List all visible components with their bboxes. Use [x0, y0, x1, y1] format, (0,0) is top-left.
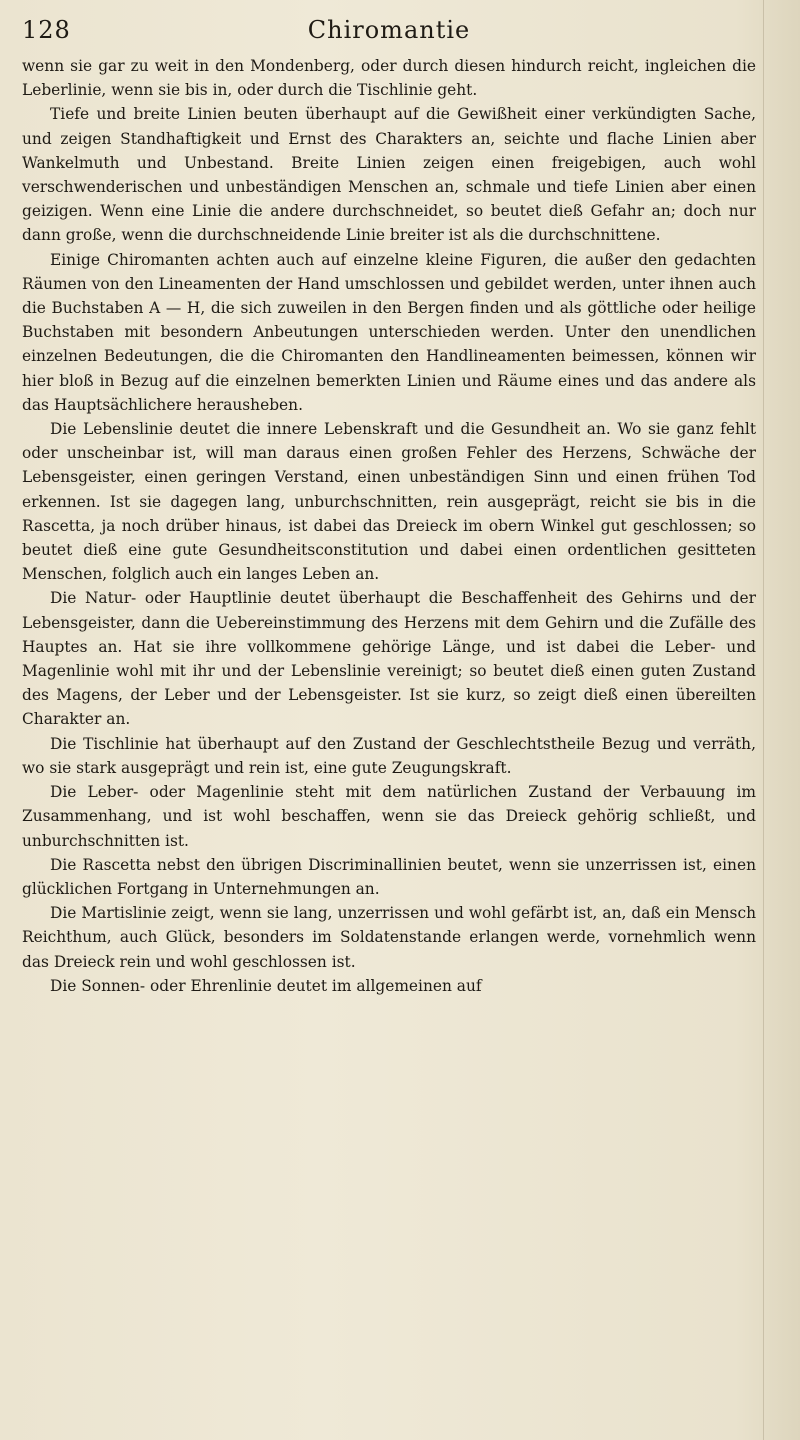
paragraph-figures: Einige Chiromanten achten auch auf einzelne kleine Figuren, die außer den gedachten Räumen von den Lineamenten der Hand umschlossen und gebildet werden, unter ihnen auch die Buchstaben A — H, die sich zuweilen in den Bergen finden und als göttliche oder heilige Buchstaben mit besondern Anbeutungen unterschieden werden. Unter den unendlichen einzelnen Bedeutungen, die die Chiromanten den Handlineamenten beimessen, können wir hier bloß in Bezug auf die einzelnen bemerkten Linien und Räume eines und das andere als das Hauptsächlichere herausheben.: [22, 250, 756, 414]
page-number: 128: [22, 16, 71, 44]
paragraph-continuation: wenn sie gar zu weit in den Mondenberg, oder durch diesen hindurch reicht, ingleichen die Leberlinie, wenn sie bis in, oder durch die Tischlinie geht.: [22, 57, 756, 100]
paragraph-table-line: Die Tischlinie hat überhaupt auf den Zustand der Geschlechtstheile Bezug und verräth, wo sie stark ausgeprägt und rein ist, eine gute Zeugungskraft.: [22, 734, 756, 777]
running-header: [22, 16, 756, 50]
page-edge: [763, 0, 770, 1440]
paragraph-sun-line: Die Sonnen- oder Ehrenlinie deutet im allgemeinen auf: [50, 976, 482, 995]
paragraph-liver-line: Die Leber- oder Magenlinie steht mit dem natürlichen Zustand der Verbauung im Zusammenhang, und ist wohl beschaffen, wenn sie das Dreieck gehörig schließt, und unburchschnitten ist.: [22, 783, 756, 850]
paragraph-deep-broad-lines: Tiefe und breite Linien beuten überhaupt auf die Gewißheit einer verkündigten Sache, und zeigen Standhaftigkeit und Ernst des Charakters an, seichte und flache Linien aber Wankelmuth und Unbestand. Breite Linien zeigen einen freigebigen, auch wohl verschwenderischen und unbeständigen Menschen an, schmale und tiefe Linien aber einen geizigen. Wenn eine Linie die andere durchschneidet, so beutet dieß Gefahr an; doch nur dann große, wenn die durchschneidende Linie breiter ist als die durchschnittene.: [22, 105, 756, 245]
paragraph-head-line: Die Natur- oder Hauptlinie deutet überhaupt die Beschaffenheit des Gehirns und der Lebensgeister, dann die Uebereinstimmung des Herzens mit dem Gehirn und die Zufälle des Hauptes an. Hat sie ihre vollkommene gehörige Länge, und ist dabei die Leber- und Magenlinie wohl mit ihr und der Lebenslinie vereinigt; so beutet dieß einen guten Zustand des Magens, der Leber und der Lebensgeister. Ist sie kurz, so zeigt dieß einen übereilten Charakter an.: [22, 589, 756, 729]
running-title: Chiromantie: [307, 16, 471, 44]
paragraph-mars-line: Die Martislinie zeigt, wenn sie lang, unzerrissen und wohl gefärbt ist, an, daß ein Mensch Reichthum, auch Glück, besonders im Soldatenstande erlangen werde, vornehmlich wenn das Dreieck rein und wohl geschlossen ist.: [22, 904, 756, 971]
paragraph-life-line: Die Lebenslinie deutet die innere Lebenskraft und die Gesundheit an. Wo sie ganz fehlt oder unscheinbar ist, will man daraus einen großen Fehler des Herzens, Schwäche der Lebensgeister, einen geringen Verstand, einen unbeständigen Sinn und einen frühen Tod erkennen. Ist sie dagegen lang, unburchschnitten, rein ausgeprägt, reicht sie bis in die Rascetta, ja noch drüber hinaus, ist dabei das Dreieck im obern Winkel gut geschlossen; so beutet dieß eine gute Gesundheitsconstitution und dabei einen ordentlichen gesitteten Menschen, folglich auch ein langes Leben an.: [22, 420, 756, 584]
paragraph-rascetta: Die Rascetta nebst den übrigen Discriminallinien beutet, wenn sie unzerrissen ist, einen glücklichen Fortgang in Unternehmungen an.: [22, 855, 756, 898]
body-text: [22, 54, 756, 998]
